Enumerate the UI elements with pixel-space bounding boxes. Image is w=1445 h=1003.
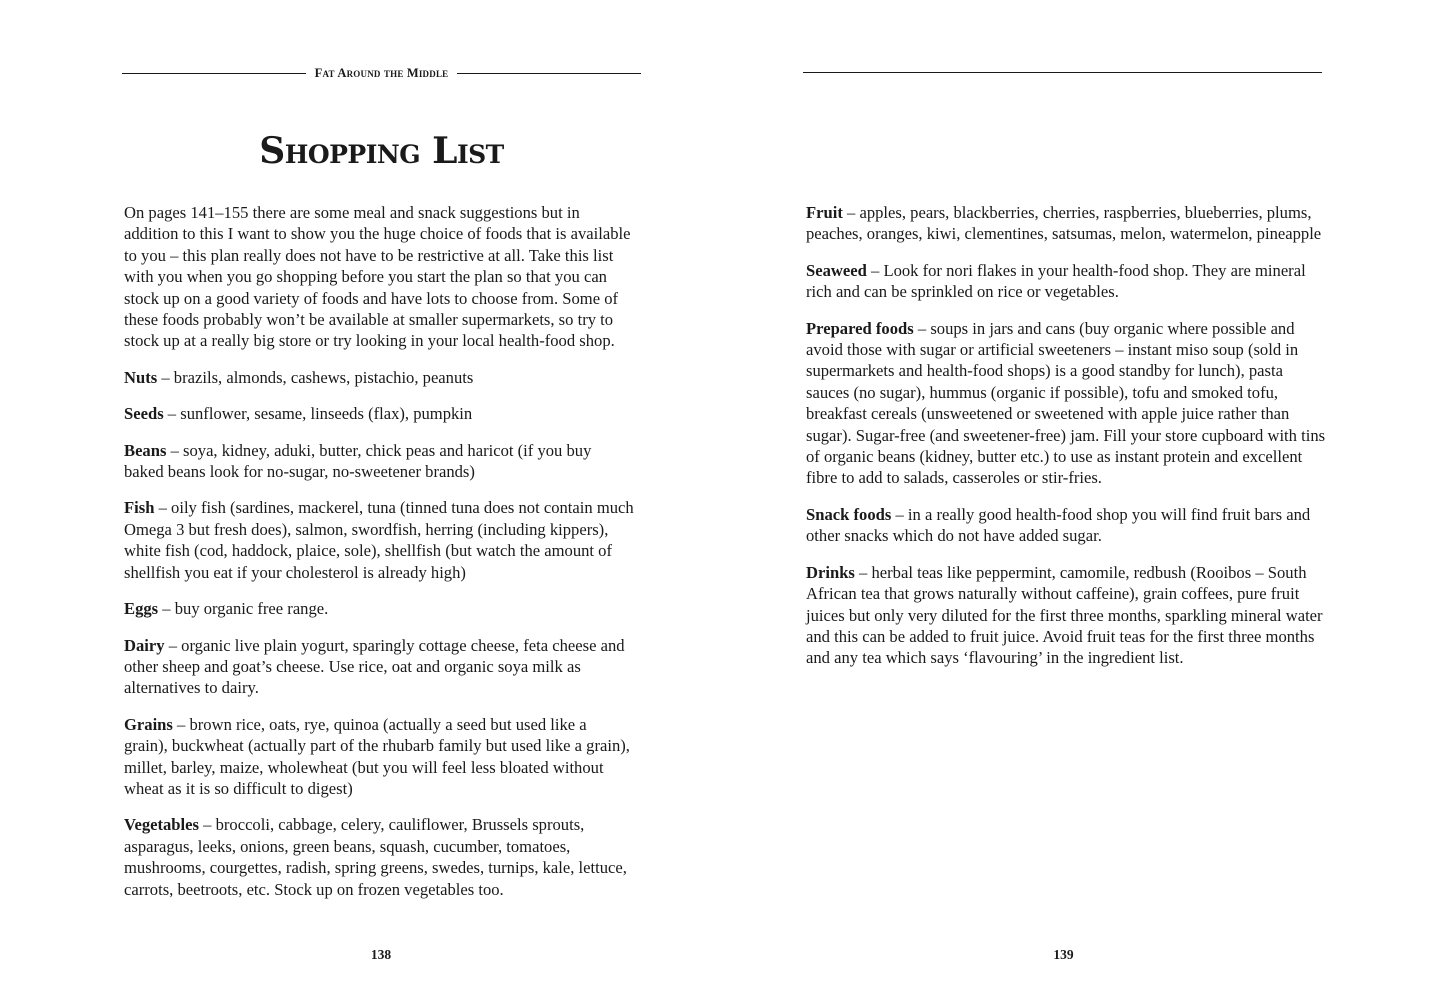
item-term: Dairy (124, 635, 165, 655)
list-item-beans (124, 440, 634, 483)
item-text: – brazils, almonds, cashews, pistachio, peanuts (157, 367, 474, 387)
list-item-seaweed (806, 260, 1326, 303)
item-term: Drinks (806, 562, 855, 582)
list-item-snack-foods (806, 504, 1326, 547)
list-item-seeds (124, 403, 634, 424)
page-number-right: 139 (1053, 947, 1074, 962)
list-item-prepared-foods (806, 318, 1326, 489)
item-text: – soups in jars and cans (buy organic where possible and avoid those with sugar or artificial sweeteners – instant miso soup (sold in supermarkets and health-food shops) is a good standby for lunch), pasta sauces (no sugar), hummus (organic if possible), tofu and smoked tofu, breakfast cereals (unsweetened or sweetened with apple juice rather than sugar). Sugar-free (and sweetener-free) jam. Fill your store cupboard with tins of organic beans (kidney, butter etc.) to use as instant protein and excellent fibre to add to salads, casseroles or stir-fries. (806, 318, 1326, 488)
chapter-title: Shopping List (259, 130, 504, 172)
list-item-dairy (124, 635, 634, 699)
item-term: Fish (124, 498, 155, 518)
list-item-fish (124, 497, 634, 583)
item-term: Nuts (124, 367, 158, 387)
item-text: – organic live plain yogurt, sparingly cottage cheese, feta cheese and other sheep and goat’s cheese. Use rice, oat and organic soya milk as alternatives to dairy. (124, 635, 625, 698)
list-item-fruit (806, 202, 1326, 245)
item-text: – apples, pears, blackberries, cherries, raspberries, blueberries, plums, peaches, oranges, kiwi, clementines, satsumas, melon, watermelon, pineapple (806, 203, 1322, 244)
right-text-column (806, 202, 1326, 684)
item-term: Grains (124, 714, 173, 734)
running-head-rule-left (122, 73, 306, 74)
left-page (0, 0, 722, 1003)
item-text: – in a really good health-food shop you will find fruit bars and other snacks which do not have added sugar. (806, 504, 1311, 546)
item-text: – brown rice, oats, rye, quinoa (actually a seed but used like a grain), buckwheat (actually part of the rhubarb family but used like a grain), millet, barley, maize, wholewheat (but you will feel less bloated without wheat as it is so difficult to digest) (124, 714, 630, 798)
item-term: Seaweed (806, 260, 867, 280)
item-text: – oily fish (sardines, mackerel, tuna (tinned tuna does not contain much Omega 3 but fresh does), salmon, swordfish, herring (including kippers), white fish (cod, haddock, plaice, sole), shellfish (but watch the amount of shellfish you eat if your cholesterol is already high) (124, 498, 634, 582)
item-text: – sunflower, sesame, linseeds (flax), pumpkin (163, 404, 473, 424)
item-term: Seeds (124, 404, 164, 424)
left-text-column (124, 202, 634, 915)
item-text: – soya, kidney, aduki, butter, chick peas and haricot (if you buy baked beans look for no-sugar, no-sweetener brands) (124, 440, 592, 482)
right-page (722, 0, 1445, 1003)
item-text: – herbal teas like peppermint, camomile, redbush (Rooibos – South African tea that grows naturally without caffeine), grain coffees, pure fruit juices but only very diluted for the first three months, sparkling mineral water and this can be added to fruit juice. Avoid fruit teas for the first three months and any tea which says ‘flavouring’ in the ingredient list. (806, 562, 1323, 668)
running-head-rule-right (457, 73, 641, 74)
item-term: Fruit (806, 203, 843, 222)
list-item-drinks (806, 562, 1326, 669)
item-text: – Look for nori flakes in your health-food shop. They are mineral rich and can be sprinkled on rice or vegetables. (806, 260, 1306, 302)
running-head-rule (803, 72, 1322, 73)
item-term: Snack foods (806, 504, 892, 524)
item-text: – broccoli, cabbage, celery, cauliflower, Brussels sprouts, asparagus, leeks, onions, green beans, squash, cucumber, tomatoes, mushrooms, courgettes, radish, spring greens, swedes, turnips, kale, lettuce, carrots, beetroots, etc. Stock up on frozen vegetables too. (124, 815, 627, 899)
item-term: Beans (124, 440, 167, 460)
item-term: Eggs (124, 599, 159, 619)
page-number-left: 138 (370, 947, 392, 962)
list-item-nuts (124, 367, 634, 388)
item-term: Prepared foods (806, 318, 914, 338)
running-head (122, 64, 641, 82)
list-item-grains (124, 714, 634, 800)
list-item-eggs (124, 598, 634, 619)
item-term: Vegetables (124, 815, 199, 835)
intro-paragraph: On pages 141–155 there are some meal and snack suggestions but in addition to this I want to show you the huge choice of foods that is available to you – this plan really does not have to be restrictive at all. Take this list with you when you go shopping before you start the plan so that you can stock up on a good variety of foods and have lots to choose from. Some of these foods probably won’t be available at smaller supermarkets, so try to stock up at a really big store or try looking in your local health-food shop. (124, 203, 631, 351)
item-text: – buy organic free range. (158, 599, 329, 619)
list-item-vegetables (124, 814, 634, 900)
running-head-title: Fat Around the Middle (314, 65, 449, 80)
